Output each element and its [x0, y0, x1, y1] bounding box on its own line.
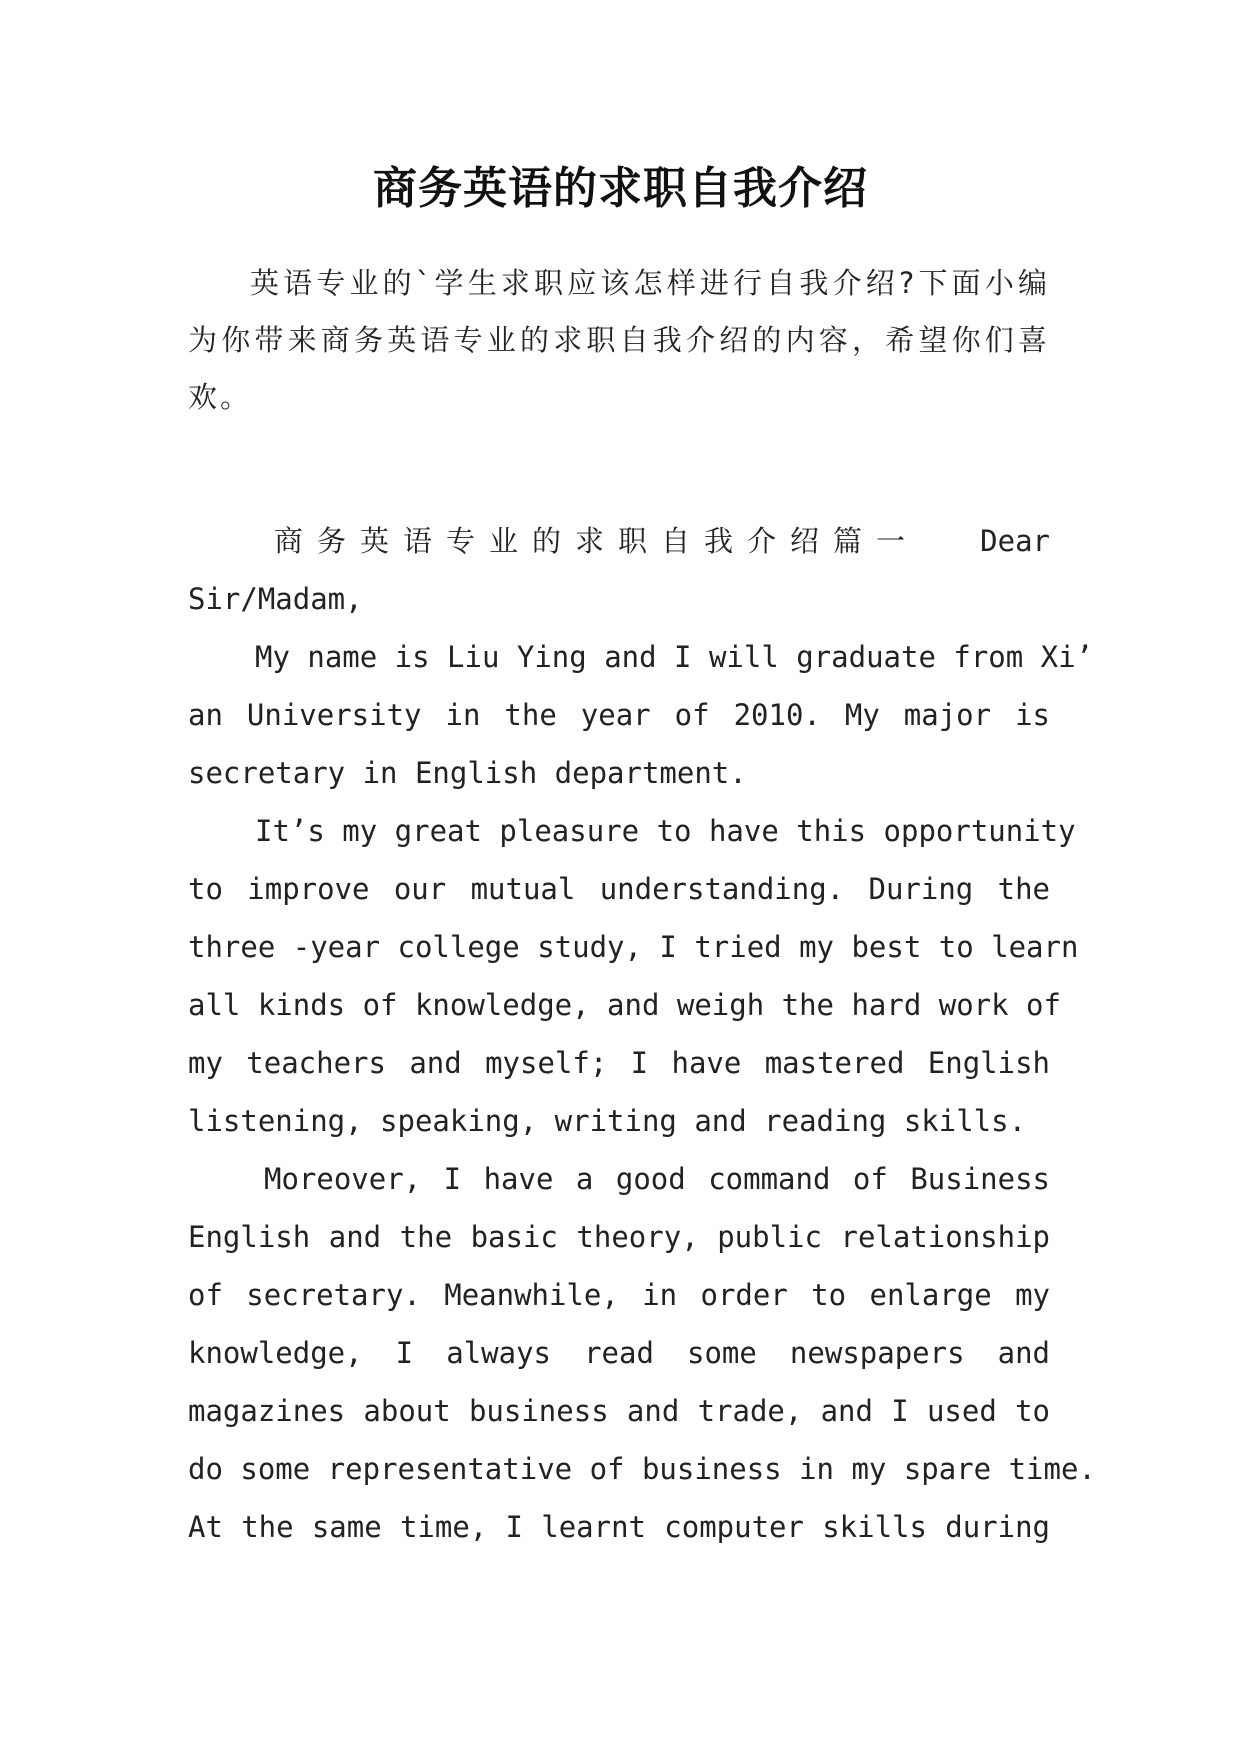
p1-line-1: My name is Liu Ying and I will graduate from Xi’ [255, 640, 1094, 674]
p2-line-3: three -year college study, I tried my best to learn [188, 930, 1079, 964]
p2-line-6: listening, speaking, writing and reading skills. [188, 1104, 1027, 1138]
p1-line-3: secretary in English department. [188, 756, 747, 790]
p2-line-4: all kinds of knowledge, and weigh the hard work of [188, 988, 1061, 1022]
document-title: 商务英语的求职自我介绍 [373, 163, 868, 214]
salutation: Sir/Madam, [188, 582, 363, 616]
p3-line-3: of secretary. Meanwhile, in order to enlarge my [188, 1278, 1050, 1312]
p3-line-7: At the same time, I learnt computer skills during [188, 1510, 1050, 1544]
p2-line-1: It’s my great pleasure to have this opportunity [255, 814, 1076, 848]
p1-line-2: an University in the year of 2010. My major is [188, 698, 1050, 732]
p3-line-2: English and the basic theory, public relationship [188, 1220, 1050, 1254]
p3-line-4: knowledge, I always read some newspapers and [188, 1336, 1050, 1370]
p2-line-5: my teachers and myself; I have mastered English [188, 1046, 1050, 1080]
p3-line-6: do some representative of business in my spare time. [188, 1452, 1096, 1486]
intro-line-2: 为你带来商务英语专业的求职自我介绍的内容，希望你们喜 [188, 323, 1050, 357]
intro-line-1: 英语专业的`学生求职应该怎样进行自我介绍?下面小编 [250, 266, 1050, 300]
p3-line-1: Moreover, I have a good command of Business [264, 1162, 1050, 1196]
section-heading: 商务英语专业的求职自我介绍篇一 [274, 524, 920, 558]
p2-line-2: to improve our mutual understanding. During the [188, 872, 1050, 906]
section-heading-row [188, 521, 1050, 561]
salutation-word: Dear [980, 524, 1050, 558]
p3-line-5: magazines about business and trade, and I used to [188, 1394, 1050, 1428]
intro-line-3: 欢。 [188, 380, 253, 414]
